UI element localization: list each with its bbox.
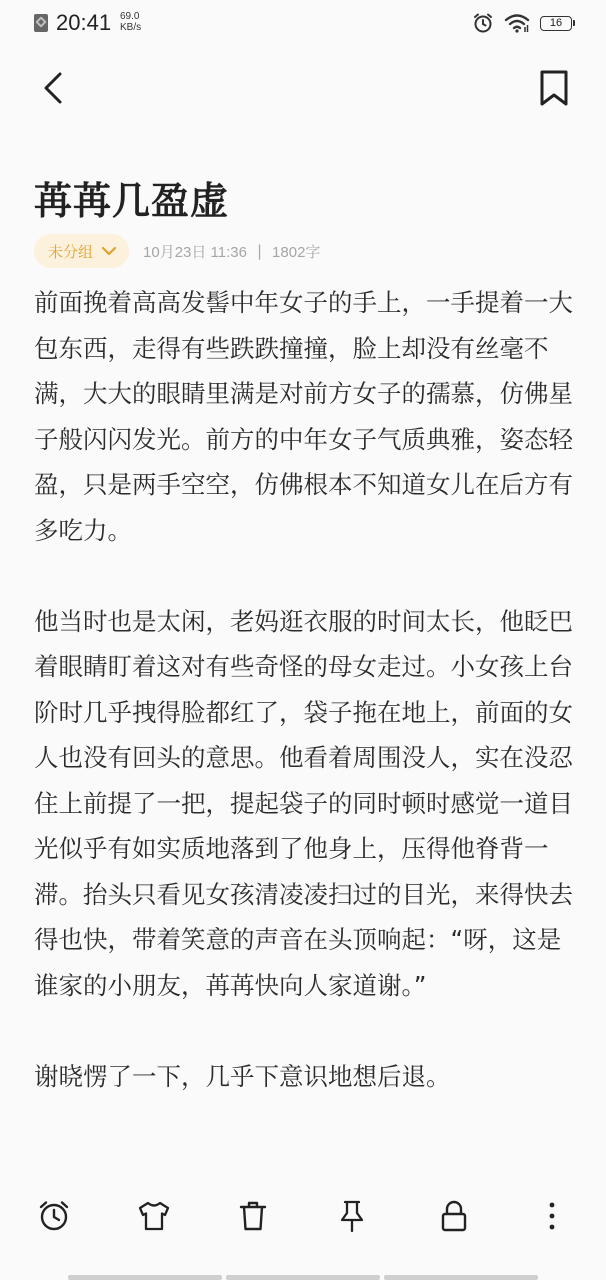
note-paragraph: 谢晓愣了一下，几乎下意识地想后退。 bbox=[34, 1061, 451, 1091]
lock-icon bbox=[436, 1198, 472, 1234]
network-speed-value: 69.0 bbox=[120, 11, 140, 22]
theme-button[interactable] bbox=[134, 1196, 174, 1236]
battery-level: 16 bbox=[549, 17, 563, 29]
status-time: 20:41 bbox=[56, 10, 112, 35]
home-indicator bbox=[68, 1275, 538, 1280]
group-selector[interactable] bbox=[34, 234, 129, 268]
notification-icon bbox=[34, 14, 48, 32]
more-vertical-icon bbox=[534, 1198, 570, 1234]
bookmark-icon bbox=[536, 68, 572, 108]
note-datetime: 10月23日 11:36 bbox=[143, 243, 247, 261]
trash-icon bbox=[235, 1198, 271, 1234]
note-body[interactable] bbox=[34, 280, 574, 1145]
note-meta bbox=[34, 234, 320, 268]
chevron-down-icon bbox=[101, 243, 117, 259]
bottom-toolbar bbox=[0, 1170, 606, 1280]
battery-icon bbox=[540, 16, 572, 31]
note-title[interactable]: 苒苒几盈虚 bbox=[34, 179, 230, 223]
back-button[interactable] bbox=[38, 68, 72, 108]
delete-button[interactable] bbox=[233, 1196, 273, 1236]
status-icons bbox=[472, 12, 572, 34]
lock-button[interactable] bbox=[434, 1196, 474, 1236]
network-speed bbox=[120, 11, 141, 33]
shirt-icon bbox=[136, 1198, 172, 1234]
group-label: 未分组 bbox=[48, 242, 94, 261]
note-paragraph: 他当时也是太闲，老妈逛衣服的时间太长，他眨巴着眼睛盯着这对有些奇怪的母女走过。小女孩上台阶时几乎拽得脸都红了，袋子拖在地上，前面的女人也没有回头的意思。他看着周围没人，实在没忍住上前提了一把，提起袋子的同时顿时感觉一道目光似乎有如实质地落到了他身上，压得他脊背一滞。抬头只看见女孩清凌凌扫过的目光，来得快去得也快，带着笑意的声音在头顶响起：“呀，这是谁家的小朋友，苒苒快向人家道谢。” bbox=[34, 606, 573, 1000]
note-paragraph: 前面挽着高高发髻中年女子的手上，一手提着一大包东西，走得有些跌跌撞撞，脸上却没有丝毫不满，大大的眼睛里满是对前方女子的孺慕，仿佛星子般闪闪发光。前方的中年女子气质典雅，姿态轻盈，只是两手空空，仿佛根本不知道女儿在后方有多吃力。 bbox=[34, 288, 573, 545]
bookmark-button[interactable] bbox=[536, 68, 572, 108]
meta-separator: | bbox=[256, 242, 263, 260]
network-speed-unit: KB/s bbox=[120, 22, 142, 33]
chevron-left-icon bbox=[38, 68, 72, 108]
more-button[interactable] bbox=[532, 1196, 572, 1236]
pin-icon bbox=[334, 1198, 370, 1234]
pin-button[interactable] bbox=[332, 1196, 372, 1236]
alarm-clock-icon bbox=[36, 1198, 72, 1234]
alarm-icon bbox=[472, 12, 494, 34]
reminder-button[interactable] bbox=[34, 1196, 74, 1236]
word-count: 1802字 bbox=[272, 243, 321, 261]
status-bar bbox=[0, 0, 606, 48]
wifi-icon bbox=[504, 13, 530, 33]
